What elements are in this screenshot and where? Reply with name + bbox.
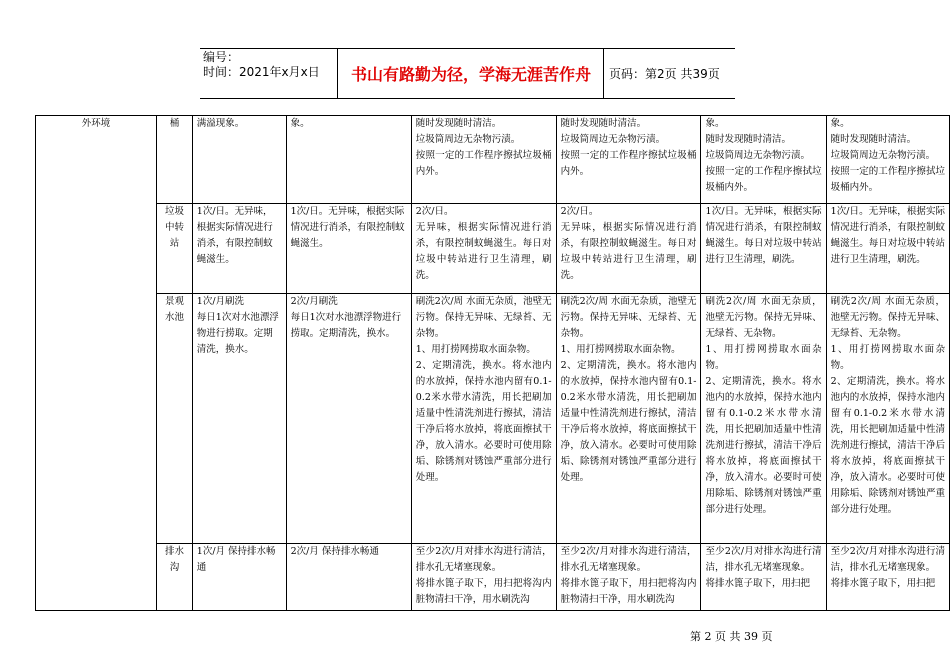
standard-cell: 1次/日。无异味，根据实际情况进行消杀，有限控制蚊蝇滋生。每日对垃圾中转站进行卫生清理，刷洗。 <box>826 204 949 294</box>
category-cell: 外环境 <box>36 116 157 611</box>
standard-cell: 2次/日。 无异味，根据实际情况进行消杀，有限控制蚊蝇滋生。每日对垃圾中转站进行卫生清理，刷洗。 <box>411 204 556 294</box>
standard-cell: 随时发现随时清洁。 垃圾筒周边无杂物污渍。 按照一定的工作程序擦拭垃圾桶内外。 <box>411 116 556 204</box>
standard-cell: 象。 随时发现随时清洁。 垃圾筒周边无杂物污渍。 按照一定的工作程序擦拭垃圾桶内外。 <box>826 116 949 204</box>
standard-cell: 1次/日。无异味，根据实际情况进行消杀，有限控制蚊蝇滋生。每日对垃圾中转站进行卫生清理，刷洗。 <box>701 204 826 294</box>
level-cell: 1次/月 保持排水畅通 <box>192 544 286 611</box>
level-cell: 2次/月刷洗 每日1次对水池漂浮物进行捞取。定期清洗，换水。 <box>286 294 411 544</box>
page-label: 页码：第2页 共39页 <box>609 67 720 81</box>
header-divider-left <box>337 48 338 98</box>
level-cell: 1次/日。无异味，根据实际情况进行消杀，有限控制蚊蝇滋生。 <box>192 204 286 294</box>
header-top-rule <box>200 48 735 49</box>
level-cell: 满溢现象。 <box>192 116 286 204</box>
standard-cell: 至少2次/月对排水沟进行清洁，排水孔无堵塞现象。 将排水篦子取下，用扫把将沟内脏物清扫干净，用水刷洗沟 <box>556 544 701 611</box>
level-cell: 1次/月刷洗 每日1次对水池漂浮物进行捞取。定期清洗，换水。 <box>192 294 286 544</box>
number-label: 编号： <box>203 50 240 64</box>
item-cell: 排水沟 <box>157 544 193 611</box>
level-cell: 1次/日。无异味，根据实际情况进行消杀，有限控制蚊蝇滋生。 <box>286 204 411 294</box>
item-cell: 垃圾中转站 <box>157 204 193 294</box>
header-bottom-rule <box>200 98 735 99</box>
motto: 书山有路勤为径，学海无涯苦作舟 <box>350 65 591 84</box>
standard-cell: 刷洗2次/周 水面无杂质，池壁无污物。保持无异味、无绿苔、无杂物。 1、用打捞网捞取水面杂物。 2、定期清洗，换水。将水池内的水放掉，保持水池内留有0.1-0.2米水带水清洗，用长把刷加适量中性清洗剂进行擦拭，清洁干净后将水放掉，将底面擦拭干净，放入清水。必要时可使用除垢、除锈剂对锈蚀严重部分进行处理。 <box>701 294 826 544</box>
item-cell: 桶 <box>157 116 193 204</box>
standard-cell: 至少2次/月对排水沟进行清洁，排水孔无堵塞现象。 将排水篦子取下，用扫把 <box>826 544 949 611</box>
standard-cell: 2次/日。 无异味，根据实际情况进行消杀，有限控制蚊蝇滋生。每日对垃圾中转站进行卫生清理，刷洗。 <box>556 204 701 294</box>
level-cell: 象。 <box>286 116 411 204</box>
standard-cell: 象。 随时发现随时清洁。 垃圾筒周边无杂物污渍。 按照一定的工作程序擦拭垃圾桶内外。 <box>701 116 826 204</box>
page-footer: 第 2 页 共 39 页 <box>690 630 773 643</box>
item-cell: 景观水池 <box>157 294 193 544</box>
level-cell: 2次/月 保持排水畅通 <box>286 544 411 611</box>
cleaning-standards-table <box>35 115 950 611</box>
date-label: 时间：2021年x月x日 <box>203 65 320 79</box>
header-divider-right <box>603 48 604 98</box>
standard-cell: 随时发现随时清洁。 垃圾筒周边无杂物污渍。 按照一定的工作程序擦拭垃圾桶内外。 <box>556 116 701 204</box>
standard-cell: 至少2次/月对排水沟进行清洁，排水孔无堵塞现象。 将排水篦子取下，用扫把 <box>701 544 826 611</box>
table-row <box>36 116 950 204</box>
standard-cell: 刷洗2次/周 水面无杂质，池壁无污物。保持无异味、无绿苔、无杂物。 1、用打捞网捞取水面杂物。 2、定期清洗，换水。将水池内的水放掉，保持水池内留有0.1-0.2米水带水清洗，用长把刷加适量中性清洗剂进行擦拭，清洁干净后将水放掉，将底面擦拭干净，放入清水。必要时可使用除垢、除锈剂对锈蚀严重部分进行处理。 <box>411 294 556 544</box>
table-row <box>36 204 950 294</box>
table-row <box>36 294 950 544</box>
table-row <box>36 544 950 611</box>
standard-cell: 刷洗2次/周 水面无杂质，池壁无污物。保持无异味、无绿苔、无杂物。 1、用打捞网捞取水面杂物。 2、定期清洗，换水。将水池内的水放掉，保持水池内留有0.1-0.2米水带水清洗，用长把刷加适量中性清洗剂进行擦拭，清洁干净后将水放掉，将底面擦拭干净，放入清水。必要时可使用除垢、除锈剂对锈蚀严重部分进行处理。 <box>556 294 701 544</box>
standard-cell: 刷洗2次/周 水面无杂质，池壁无污物。保持无异味、无绿苔、无杂物。 1、用打捞网捞取水面杂物。 2、定期清洗，换水。将水池内的水放掉，保持水池内留有0.1-0.2米水带水清洗，用长把刷加适量中性清洗剂进行擦拭，清洁干净后将水放掉，将底面擦拭干净，放入清水。必要时可使用除垢、除锈剂对锈蚀严重部分进行处理。 <box>826 294 949 544</box>
standard-cell: 至少2次/月对排水沟进行清洁，排水孔无堵塞现象。 将排水篦子取下，用扫把将沟内脏物清扫干净，用水刷洗沟 <box>411 544 556 611</box>
